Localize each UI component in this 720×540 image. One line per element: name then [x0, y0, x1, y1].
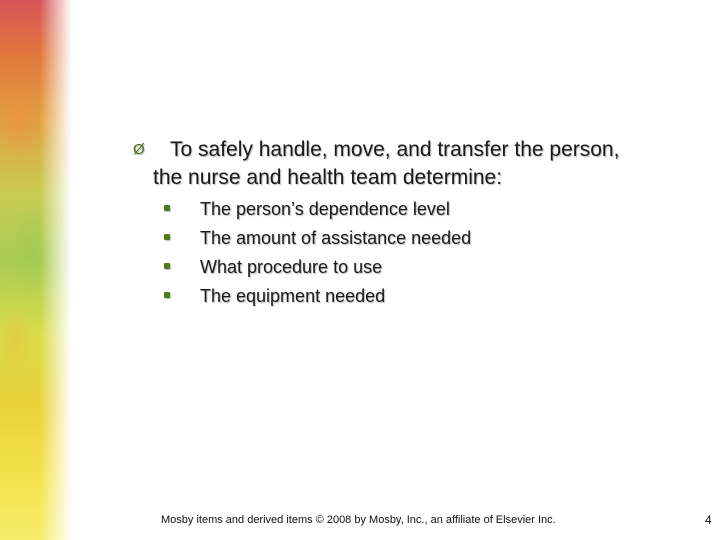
main-bullet-line-1: To safely handle, move, and transfer the person,: [170, 138, 620, 161]
main-bullet-text: [153, 136, 710, 192]
sub-bullet-text: What procedure to use: [200, 257, 383, 277]
main-bullet-line-2: the nurse and health team determine:: [153, 166, 503, 189]
page-number: 4: [705, 513, 712, 527]
arrowhead-bullet-icon: Ø: [133, 141, 145, 158]
square-bullet-icon: [164, 234, 170, 240]
copyright-footer: Mosby items and derived items © 2008 by Mosby, Inc., an affiliate of Elsevier Inc.: [161, 514, 556, 526]
square-bullet-icon: [164, 292, 170, 298]
sub-bullet-text: The person’s dependence level: [200, 199, 450, 219]
sub-bullet-text: The equipment needed: [200, 286, 386, 306]
square-bullet-icon: [164, 263, 170, 269]
sub-bullet-text: The amount of assistance needed: [200, 228, 472, 248]
square-bullet-icon: [164, 205, 170, 211]
